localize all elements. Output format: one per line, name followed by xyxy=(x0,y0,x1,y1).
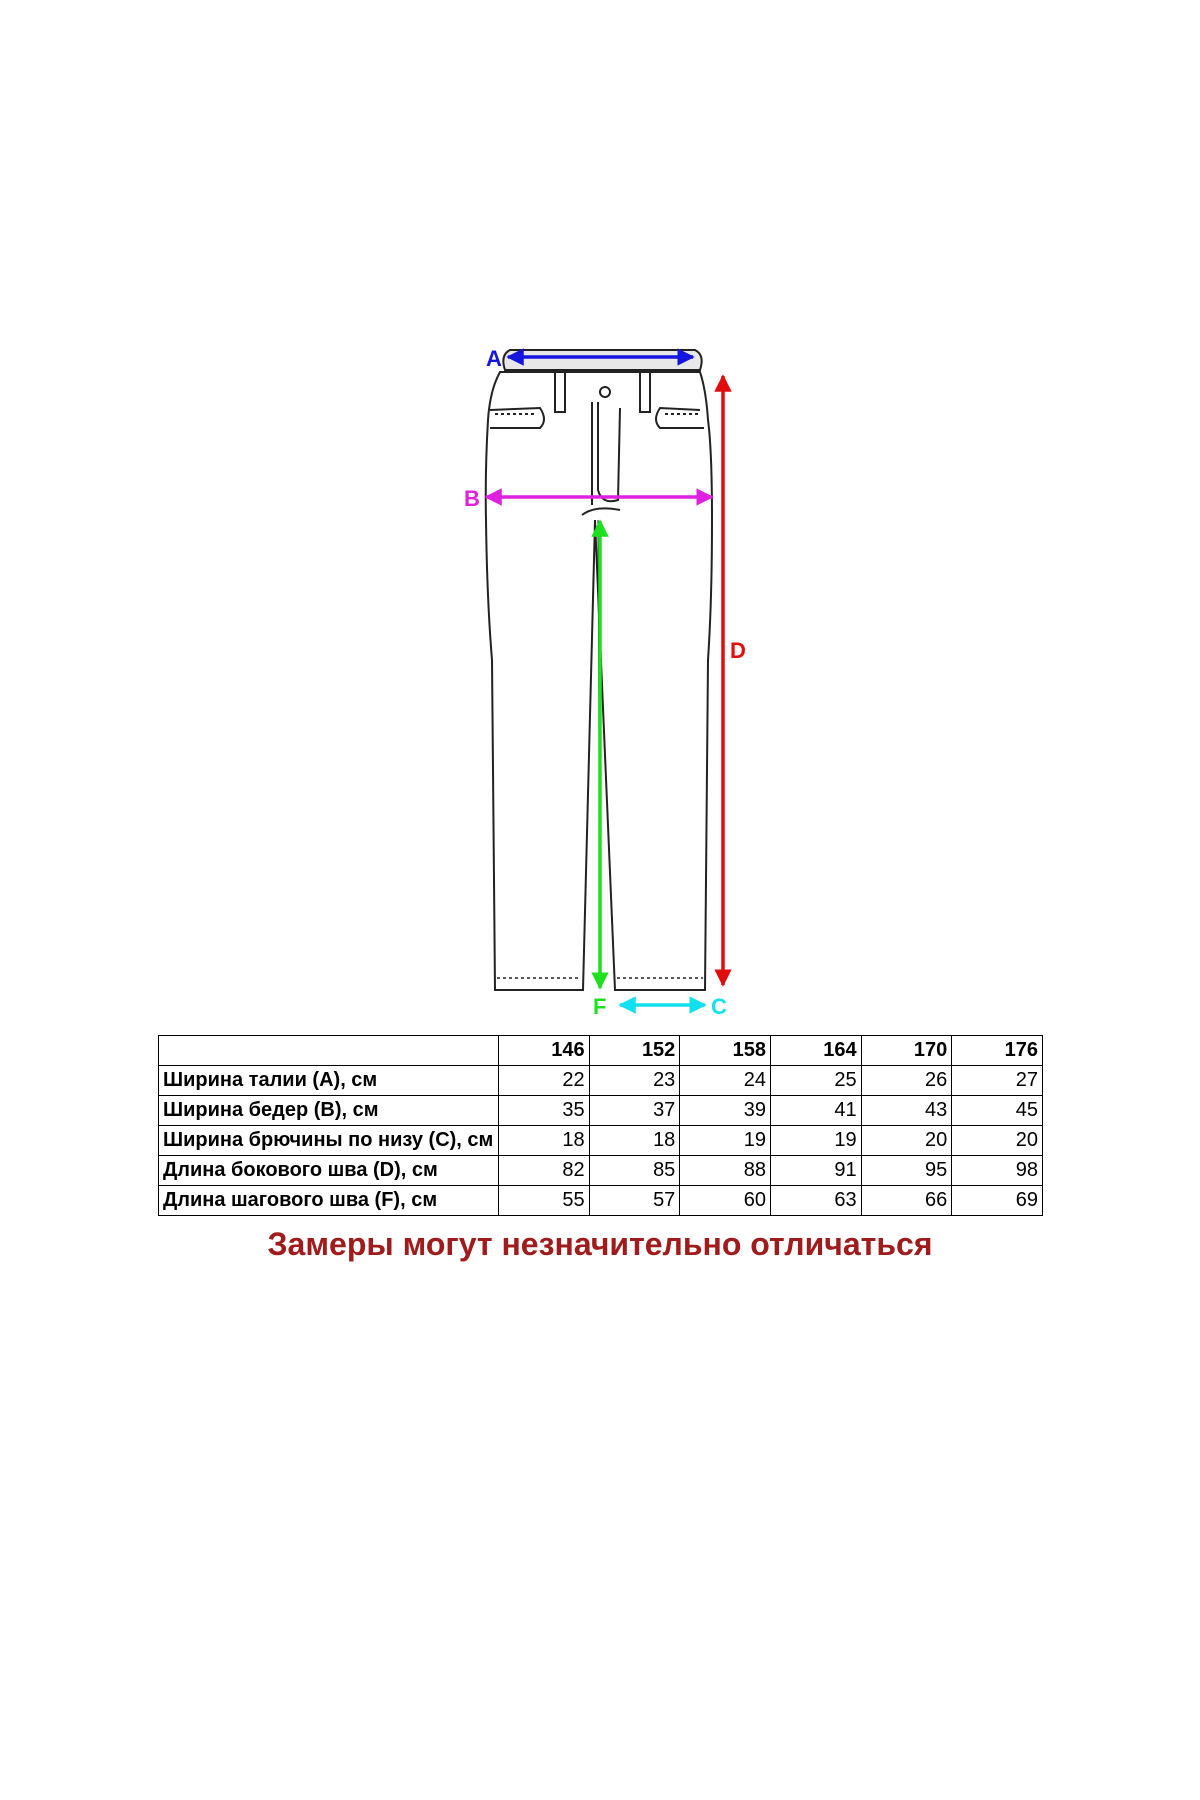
row-label: Длина шагового шва (F), см xyxy=(159,1186,499,1216)
measure-c-label: C xyxy=(711,994,727,1019)
table-header-row xyxy=(159,1036,1043,1066)
size-header: 164 xyxy=(770,1036,861,1066)
size-table xyxy=(158,1035,1043,1216)
table-cell: 95 xyxy=(861,1156,952,1186)
measure-b-label: B xyxy=(464,486,480,511)
table-cell: 18 xyxy=(589,1126,680,1156)
table-corner-cell xyxy=(159,1036,499,1066)
table-cell: 66 xyxy=(861,1186,952,1216)
table-row xyxy=(159,1126,1043,1156)
measurement-disclaimer: Замеры могут незначительно отличаться xyxy=(267,1226,933,1262)
table-cell: 63 xyxy=(770,1186,861,1216)
table-cell: 19 xyxy=(680,1126,771,1156)
table-cell: 43 xyxy=(861,1096,952,1126)
table-cell: 60 xyxy=(680,1186,771,1216)
table-cell: 18 xyxy=(499,1126,590,1156)
table-cell: 20 xyxy=(952,1126,1043,1156)
table-cell: 45 xyxy=(952,1096,1043,1126)
table-row xyxy=(159,1096,1043,1126)
size-header: 146 xyxy=(499,1036,590,1066)
size-header: 158 xyxy=(680,1036,771,1066)
table-cell: 24 xyxy=(680,1066,771,1096)
table-cell: 41 xyxy=(770,1096,861,1126)
table-row xyxy=(159,1186,1043,1216)
table-cell: 98 xyxy=(952,1156,1043,1186)
table-cell: 25 xyxy=(770,1066,861,1096)
row-label: Ширина бедер (B), см xyxy=(159,1096,499,1126)
table-cell: 23 xyxy=(589,1066,680,1096)
row-label: Ширина талии (A), см xyxy=(159,1066,499,1096)
table-cell: 57 xyxy=(589,1186,680,1216)
table-cell: 88 xyxy=(680,1156,771,1186)
table-cell: 39 xyxy=(680,1096,771,1126)
size-header: 152 xyxy=(589,1036,680,1066)
table-cell: 91 xyxy=(770,1156,861,1186)
table-cell: 27 xyxy=(952,1066,1043,1096)
table-cell: 20 xyxy=(861,1126,952,1156)
table-cell: 37 xyxy=(589,1096,680,1126)
measure-d-label: D xyxy=(730,638,746,663)
size-header: 176 xyxy=(952,1036,1043,1066)
measure-f-label: F xyxy=(593,994,607,1019)
measure-a-label: A xyxy=(486,346,502,371)
table-cell: 19 xyxy=(770,1126,861,1156)
table-cell: 35 xyxy=(499,1096,590,1126)
table-cell: 26 xyxy=(861,1066,952,1096)
table-cell: 85 xyxy=(589,1156,680,1186)
table-cell: 22 xyxy=(499,1066,590,1096)
table-cell: 55 xyxy=(499,1186,590,1216)
row-label: Ширина брючины по низу (C), см xyxy=(159,1126,499,1156)
table-cell: 69 xyxy=(952,1186,1043,1216)
size-header: 170 xyxy=(861,1036,952,1066)
table-row xyxy=(159,1066,1043,1096)
row-label: Длина бокового шва (D), см xyxy=(159,1156,499,1186)
table-cell: 82 xyxy=(499,1156,590,1186)
table-row xyxy=(159,1156,1043,1186)
